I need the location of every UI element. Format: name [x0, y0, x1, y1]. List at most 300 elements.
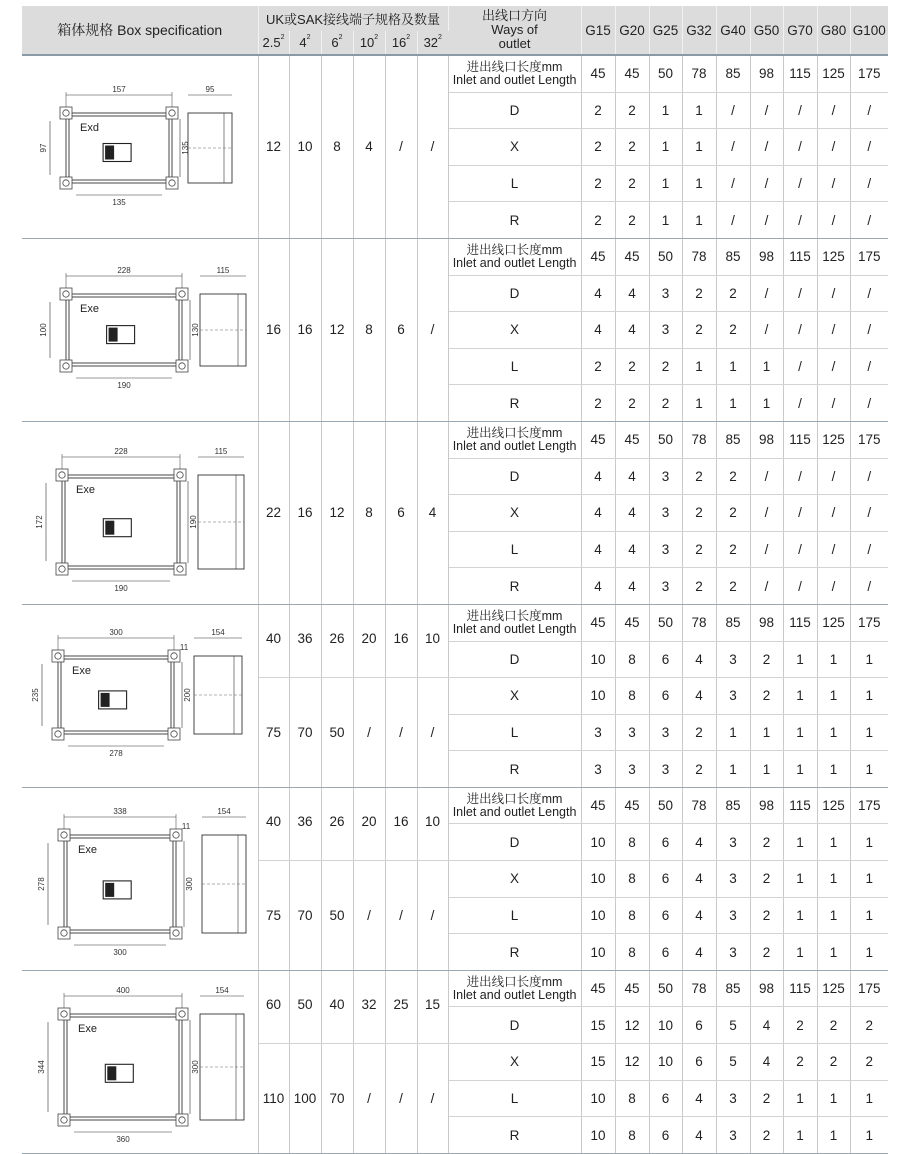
outlet-count-cell: 1: [850, 824, 888, 861]
outlet-count-cell: 1: [817, 751, 850, 788]
terminal-count-cell: 36: [289, 787, 321, 860]
height-dimension: 278: [37, 877, 46, 892]
terminal-count-cell: /: [385, 55, 417, 238]
outlet-count-cell: 1: [850, 751, 888, 788]
length-label-cn: 进出线口长度mm: [466, 791, 563, 806]
outlet-count-cell: 4: [615, 275, 649, 312]
mounting-height-dimension: 300: [191, 1060, 200, 1075]
mounting-width-dimension: 360: [116, 1135, 130, 1145]
outlet-count-cell: 1: [817, 641, 850, 678]
outlet-count-cell: 78: [682, 787, 716, 824]
outlet-count-cell: 3: [716, 861, 750, 898]
terminal-count-cell: 36: [289, 604, 321, 677]
outlet-count-cell: 115: [783, 970, 817, 1007]
outlet-count-cell: 45: [581, 604, 615, 641]
outlet-count-cell: 8: [615, 824, 649, 861]
outlet-count-cell: 175: [850, 604, 888, 641]
outlet-count-cell: /: [750, 568, 783, 605]
outlet-count-cell: 2: [716, 568, 750, 605]
table-row: [22, 970, 888, 1007]
outlet-count-cell: 175: [850, 421, 888, 458]
outlet-count-cell: 78: [682, 421, 716, 458]
outlet-count-cell: 10: [649, 1007, 682, 1044]
outlet-count-cell: 3: [649, 458, 682, 495]
outlet-count-cell: 4: [682, 678, 716, 715]
outlet-count-cell: /: [850, 348, 888, 385]
outlet-count-cell: 115: [783, 238, 817, 275]
inlet-outlet-length-label: [448, 604, 581, 641]
length-label-en: Inlet and outlet Length: [452, 987, 577, 1002]
outlet-count-cell: 3: [716, 641, 750, 678]
outlet-count-cell: 1: [682, 202, 716, 239]
outlet-count-cell: 2: [850, 1007, 888, 1044]
outlet-count-cell: 2: [581, 165, 615, 202]
outlet-count-cell: /: [716, 92, 750, 129]
outlet-count-cell: 2: [817, 1044, 850, 1081]
terminal-count-cell: /: [417, 861, 448, 971]
height-dimension: 172: [35, 515, 44, 530]
outlet-count-cell: 2: [750, 861, 783, 898]
height-dimension: 344: [37, 1060, 46, 1075]
terminal-count-cell: 16: [289, 421, 321, 604]
outlet-count-cell: /: [783, 385, 817, 422]
g-size-header: G40: [716, 6, 750, 55]
outlet-count-cell: 3: [716, 824, 750, 861]
outlet-count-cell: 98: [750, 604, 783, 641]
table-row: [22, 421, 888, 458]
outlet-count-cell: 2: [750, 824, 783, 861]
mounting-width-dimension: 300: [113, 948, 127, 958]
outlet-way-label: X: [448, 312, 581, 349]
outlet-count-cell: /: [750, 495, 783, 532]
outlet-count-cell: 1: [682, 165, 716, 202]
outlet-count-cell: /: [783, 312, 817, 349]
outlet-count-cell: 12: [615, 1044, 649, 1081]
outlet-count-cell: 1: [649, 202, 682, 239]
outlet-direction-header: [448, 6, 581, 55]
width-dimension: 228: [117, 266, 131, 276]
terminal-count-cell: 16: [385, 787, 417, 860]
length-label-cn: 进出线口长度mm: [466, 425, 563, 440]
outlet-count-cell: 2: [615, 165, 649, 202]
outlet-count-cell: 1: [783, 1080, 817, 1117]
g-size-header: G20: [615, 6, 649, 55]
outlet-count-cell: 1: [682, 92, 716, 129]
enclosure-drawing-cell: [22, 421, 258, 604]
inlet-outlet-length-label: [448, 238, 581, 275]
flange-dimension: 11: [179, 643, 189, 653]
outlet-count-cell: 125: [817, 787, 850, 824]
outlet-count-cell: 2: [716, 275, 750, 312]
outlet-count-cell: /: [817, 312, 850, 349]
outlet-way-label: L: [448, 165, 581, 202]
outlet-count-cell: 4: [581, 568, 615, 605]
outlet-count-cell: 3: [649, 312, 682, 349]
terminal-count-cell: 100: [289, 1044, 321, 1154]
outlet-count-cell: 8: [615, 641, 649, 678]
terminal-count-cell: 8: [353, 421, 385, 604]
terminal-size-header: $16^2$: [385, 31, 417, 55]
outlet-count-cell: 2: [581, 129, 615, 166]
terminal-size-header: $2.5^2$: [258, 31, 289, 55]
outlet-count-cell: /: [750, 202, 783, 239]
outlet-count-cell: /: [783, 129, 817, 166]
outlet-count-cell: 2: [750, 678, 783, 715]
outlet-count-cell: /: [850, 531, 888, 568]
outlet-count-cell: 4: [682, 897, 716, 934]
outlet-count-cell: /: [783, 92, 817, 129]
outlet-count-cell: 2: [750, 1080, 783, 1117]
mounting-height-dimension: 190: [189, 515, 198, 530]
outlet-count-cell: 175: [850, 238, 888, 275]
outlet-count-cell: 8: [615, 1080, 649, 1117]
terminal-count-cell: 6: [385, 421, 417, 604]
outlet-count-cell: 6: [649, 641, 682, 678]
outlet-count-cell: 50: [649, 787, 682, 824]
terminal-count-cell: /: [385, 861, 417, 971]
outlet-count-cell: /: [750, 275, 783, 312]
outlet-count-cell: 15: [581, 1044, 615, 1081]
terminal-count-cell: 15: [417, 970, 448, 1043]
outlet-count-cell: 6: [649, 897, 682, 934]
outlet-count-cell: 3: [649, 568, 682, 605]
terminal-count-cell: 50: [321, 861, 353, 971]
outlet-count-cell: /: [817, 202, 850, 239]
protection-type-label: Exe: [78, 844, 97, 857]
outlet-count-cell: /: [817, 348, 850, 385]
outlet-count-cell: /: [850, 568, 888, 605]
height-dimension: 100: [39, 323, 48, 338]
outlet-count-cell: 3: [615, 714, 649, 751]
width-dimension: 228: [114, 447, 128, 457]
outlet-way-label: D: [448, 1007, 581, 1044]
outlet-way-label: D: [448, 458, 581, 495]
height-dimension: 235: [31, 688, 40, 703]
outlet-count-cell: 2: [682, 312, 716, 349]
outlet-way-label: R: [448, 202, 581, 239]
outlet-count-cell: /: [817, 92, 850, 129]
outlet-way-label: L: [448, 531, 581, 568]
outlet-count-cell: 3: [649, 714, 682, 751]
outlet-count-cell: 1: [716, 714, 750, 751]
terminal-count-cell: 25: [385, 970, 417, 1043]
outlet-count-cell: 4: [682, 934, 716, 971]
mounting-height-dimension: 200: [183, 688, 192, 703]
terminal-count-cell: /: [385, 678, 417, 788]
outlet-count-cell: 1: [850, 861, 888, 898]
terminal-spec-header: UK或SAK接线端子规格及数量: [258, 6, 448, 31]
outlet-way-label: X: [448, 678, 581, 715]
outlet-count-cell: 45: [615, 55, 649, 92]
outlet-count-cell: 45: [615, 604, 649, 641]
terminal-count-cell: /: [353, 678, 385, 788]
outlet-count-cell: 15: [581, 1007, 615, 1044]
outlet-count-cell: /: [750, 458, 783, 495]
depth-dimension: 115: [216, 266, 230, 276]
outlet-count-cell: 1: [682, 129, 716, 166]
outlet-count-cell: 85: [716, 604, 750, 641]
outlet-count-cell: 85: [716, 787, 750, 824]
outlet-count-cell: 10: [581, 1117, 615, 1154]
outlet-count-cell: 8: [615, 678, 649, 715]
outlet-count-cell: 50: [649, 55, 682, 92]
outlet-count-cell: 1: [649, 165, 682, 202]
enclosure-drawing-cell: [22, 970, 258, 1153]
outlet-count-cell: 3: [716, 934, 750, 971]
outlet-count-cell: 1: [817, 934, 850, 971]
outlet-count-cell: /: [783, 165, 817, 202]
outlet-count-cell: 125: [817, 970, 850, 1007]
outlet-count-cell: /: [783, 495, 817, 532]
outlet-count-cell: 115: [783, 604, 817, 641]
terminal-count-cell: 22: [258, 421, 289, 604]
terminal-count-cell: 20: [353, 604, 385, 677]
outlet-count-cell: 4: [615, 531, 649, 568]
outlet-count-cell: 1: [783, 678, 817, 715]
outlet-count-cell: 115: [783, 55, 817, 92]
outlet-count-cell: 78: [682, 55, 716, 92]
outlet-count-cell: 1: [850, 1117, 888, 1154]
outlet-count-cell: 1: [783, 861, 817, 898]
outlet-count-cell: /: [817, 568, 850, 605]
outlet-count-cell: 2: [682, 275, 716, 312]
terminal-count-cell: 4: [353, 55, 385, 238]
outlet-count-cell: 98: [750, 55, 783, 92]
outlet-count-cell: /: [750, 531, 783, 568]
mounting-width-dimension: 190: [117, 381, 131, 391]
outlet-count-cell: 125: [817, 421, 850, 458]
outlet-count-cell: 3: [716, 678, 750, 715]
outlet-count-cell: 1: [750, 714, 783, 751]
enclosure-drawing: [22, 789, 258, 965]
outlet-way-label: L: [448, 1080, 581, 1117]
enclosure-drawing-cell: [22, 604, 258, 787]
outlet-count-cell: /: [783, 275, 817, 312]
terminal-count-cell: /: [353, 861, 385, 971]
outlet-count-cell: /: [783, 458, 817, 495]
outlet-count-cell: /: [750, 129, 783, 166]
outlet-count-cell: 3: [649, 531, 682, 568]
outlet-count-cell: 4: [682, 1117, 716, 1154]
outlet-count-cell: 2: [850, 1044, 888, 1081]
outlet-way-label: D: [448, 275, 581, 312]
length-label-en: Inlet and outlet Length: [452, 804, 577, 819]
outlet-count-cell: 4: [581, 275, 615, 312]
outlet-count-cell: /: [817, 129, 850, 166]
table-row: [22, 787, 888, 824]
outlet-count-cell: /: [750, 312, 783, 349]
outlet-count-cell: 4: [682, 861, 716, 898]
outlet-count-cell: 1: [817, 1117, 850, 1154]
terminal-size-header: $6^2$: [321, 31, 353, 55]
terminal-count-cell: 10: [417, 604, 448, 677]
outlet-way-label: R: [448, 751, 581, 788]
outlet-count-cell: 2: [581, 92, 615, 129]
outlet-way-label: L: [448, 897, 581, 934]
terminal-count-cell: /: [417, 678, 448, 788]
outlet-count-cell: 98: [750, 787, 783, 824]
outlet-count-cell: 6: [649, 1117, 682, 1154]
enclosure-drawing: [22, 240, 258, 416]
outlet-count-cell: 45: [615, 787, 649, 824]
outlet-count-cell: 45: [615, 970, 649, 1007]
terminal-count-cell: 12: [321, 421, 353, 604]
outlet-count-cell: 5: [716, 1044, 750, 1081]
height-dimension: 97: [39, 144, 48, 153]
depth-dimension: 154: [217, 807, 231, 817]
mounting-width-dimension: 278: [109, 749, 123, 759]
protection-type-label: Exe: [78, 1023, 97, 1036]
outlet-count-cell: 3: [649, 751, 682, 788]
outlet-count-cell: 4: [682, 1080, 716, 1117]
outlet-count-cell: /: [817, 458, 850, 495]
outlet-way-label: R: [448, 1117, 581, 1154]
outlet-count-cell: 6: [649, 934, 682, 971]
terminal-count-cell: /: [417, 238, 448, 421]
length-label-en: Inlet and outlet Length: [452, 621, 577, 636]
outlet-count-cell: 1: [817, 824, 850, 861]
outlet-count-cell: 3: [581, 751, 615, 788]
enclosure-drawing-cell: [22, 787, 258, 970]
outlet-count-cell: /: [850, 92, 888, 129]
outlet-count-cell: 1: [682, 385, 716, 422]
outlet-count-cell: 2: [682, 531, 716, 568]
inlet-outlet-length-label: [448, 421, 581, 458]
outlet-count-cell: 4: [750, 1044, 783, 1081]
length-label-cn: 进出线口长度mm: [466, 242, 563, 257]
enclosure-drawing: [22, 606, 258, 782]
outlet-count-cell: 85: [716, 970, 750, 1007]
mounting-height-dimension: 135: [181, 141, 190, 156]
length-label-cn: 进出线口长度mm: [466, 59, 563, 74]
outlet-count-cell: 5: [716, 1007, 750, 1044]
outlet-count-cell: 45: [581, 421, 615, 458]
outlet-count-cell: /: [783, 568, 817, 605]
g-size-header: G32: [682, 6, 716, 55]
box-spec-header: 箱体规格 Box specification: [22, 6, 258, 55]
outlet-count-cell: 1: [817, 714, 850, 751]
outlet-count-cell: 50: [649, 604, 682, 641]
outlet-count-cell: 2: [716, 531, 750, 568]
outlet-count-cell: 45: [615, 238, 649, 275]
outlet-count-cell: 2: [817, 1007, 850, 1044]
outlet-count-cell: /: [850, 165, 888, 202]
g-size-header: G25: [649, 6, 682, 55]
mounting-width-dimension: 135: [112, 198, 126, 208]
outlet-count-cell: 3: [649, 275, 682, 312]
outlet-way-label: X: [448, 1044, 581, 1081]
inlet-outlet-length-label: [448, 970, 581, 1007]
outlet-way-label: D: [448, 92, 581, 129]
outlet-way-label: L: [448, 714, 581, 751]
terminal-count-cell: 10: [289, 55, 321, 238]
outlet-count-cell: 12: [615, 1007, 649, 1044]
outlet-count-cell: 3: [716, 1117, 750, 1154]
mounting-width-dimension: 190: [114, 584, 128, 594]
terminal-count-cell: 50: [321, 678, 353, 788]
outlet-count-cell: 2: [615, 202, 649, 239]
outlet-way-label: D: [448, 641, 581, 678]
outlet-count-cell: 175: [850, 970, 888, 1007]
outlet-count-cell: 10: [581, 824, 615, 861]
outlet-count-cell: 6: [649, 861, 682, 898]
outlet-count-cell: 1: [850, 678, 888, 715]
outlet-count-cell: 115: [783, 421, 817, 458]
outlet-count-cell: 45: [581, 238, 615, 275]
outlet-way-label: X: [448, 495, 581, 532]
outlet-count-cell: 115: [783, 787, 817, 824]
outlet-count-cell: 175: [850, 787, 888, 824]
flange-dimension: 11: [181, 822, 191, 832]
outlet-count-cell: /: [750, 165, 783, 202]
terminal-count-cell: 40: [258, 787, 289, 860]
outlet-count-cell: 3: [716, 897, 750, 934]
outlet-count-cell: 2: [615, 129, 649, 166]
outlet-count-cell: 1: [716, 751, 750, 788]
outlet-count-cell: 98: [750, 238, 783, 275]
spec-table-sheet: [22, 6, 888, 1154]
outlet-count-cell: /: [783, 202, 817, 239]
outlet-count-cell: 1: [850, 1080, 888, 1117]
outlet-count-cell: 2: [750, 934, 783, 971]
outlet-way-label: R: [448, 568, 581, 605]
outlet-count-cell: /: [850, 312, 888, 349]
outlet-count-cell: 1: [783, 824, 817, 861]
outlet-count-cell: /: [850, 129, 888, 166]
outlet-count-cell: /: [716, 165, 750, 202]
outlet-count-cell: /: [783, 531, 817, 568]
enclosure-drawing-cell: [22, 238, 258, 421]
terminal-count-cell: 70: [289, 678, 321, 788]
outlet-count-cell: 10: [581, 641, 615, 678]
terminal-count-cell: 40: [258, 604, 289, 677]
outlet-count-cell: 1: [682, 348, 716, 385]
outlet-count-cell: /: [817, 165, 850, 202]
outlet-count-cell: /: [750, 92, 783, 129]
outlet-count-cell: 4: [581, 495, 615, 532]
depth-dimension: 95: [205, 85, 215, 95]
outlet-count-cell: /: [817, 385, 850, 422]
length-label-en: Inlet and outlet Length: [452, 72, 577, 87]
outlet-count-cell: 1: [783, 751, 817, 788]
terminal-count-cell: 12: [258, 55, 289, 238]
outlet-count-cell: 10: [581, 1080, 615, 1117]
outlet-count-cell: 1: [817, 1080, 850, 1117]
outlet-count-cell: 78: [682, 970, 716, 1007]
outlet-count-cell: 3: [716, 1080, 750, 1117]
terminal-size-header: $10^2$: [353, 31, 385, 55]
mounting-height-dimension: 300: [185, 877, 194, 892]
outlet-count-cell: 4: [682, 824, 716, 861]
terminal-count-cell: 110: [258, 1044, 289, 1154]
outlet-count-cell: 6: [682, 1044, 716, 1081]
outlet-direction-cn: 出线口方向: [482, 8, 548, 23]
g-size-header: G15: [581, 6, 615, 55]
enclosure-drawing: [22, 57, 258, 233]
box-spec-table: [22, 6, 888, 1154]
outlet-count-cell: 4: [682, 641, 716, 678]
outlet-count-cell: 1: [716, 385, 750, 422]
outlet-count-cell: 8: [615, 934, 649, 971]
outlet-count-cell: 2: [716, 495, 750, 532]
outlet-count-cell: 6: [682, 1007, 716, 1044]
outlet-way-label: R: [448, 934, 581, 971]
outlet-count-cell: 1: [783, 1117, 817, 1154]
mounting-height-dimension: 130: [191, 323, 200, 338]
terminal-count-cell: /: [417, 1044, 448, 1154]
outlet-count-cell: 85: [716, 238, 750, 275]
depth-dimension: 154: [215, 986, 229, 996]
